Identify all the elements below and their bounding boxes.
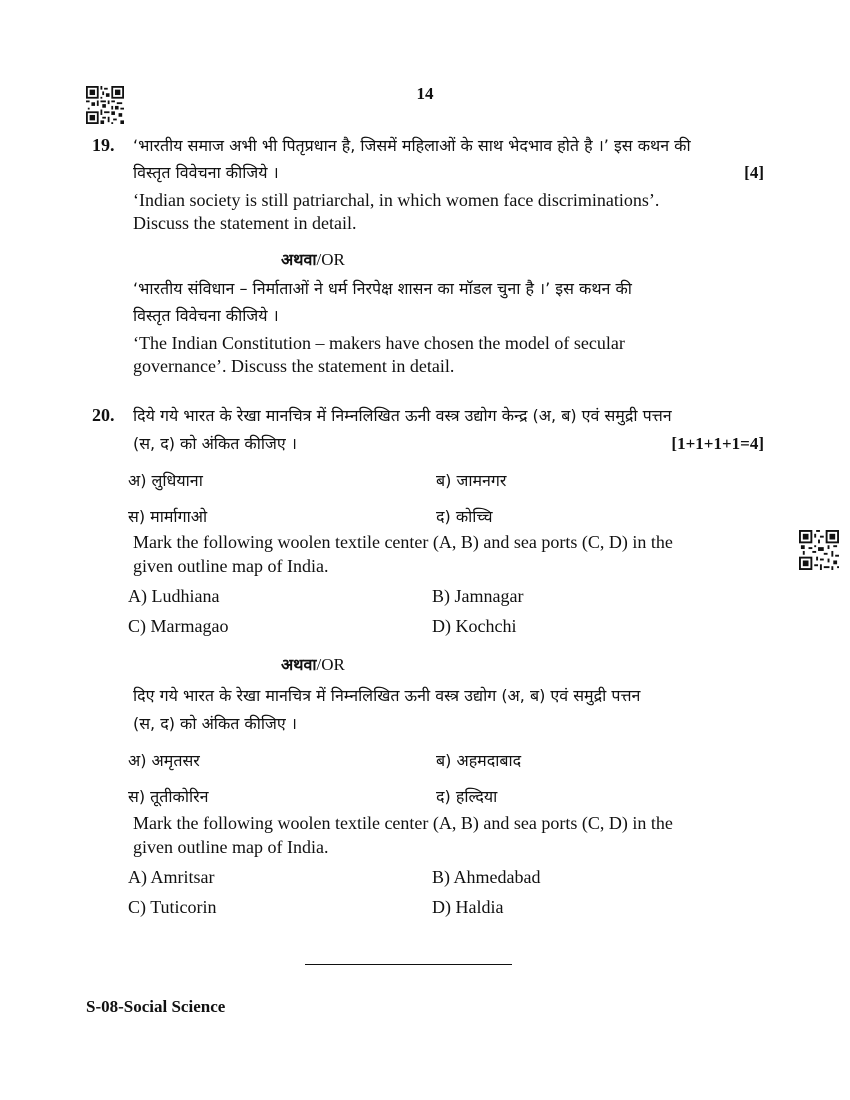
option-letter: D): [432, 897, 451, 917]
option-text: Jamnagar: [454, 586, 524, 606]
question-20-number: 20.: [92, 405, 115, 425]
or-hindi: अथवा: [281, 250, 317, 269]
q20-english-option-c: [128, 616, 228, 637]
q20-hindi-option-a: अ) लुधियाना: [128, 471, 203, 490]
q20-alt-hindi-option-a: अ) अमृतसर: [128, 751, 200, 770]
q20-marks: [1+1+1+1=4]: [671, 434, 764, 453]
q19-alt-hindi-line-2: विस्तृत विवेचना कीजिये ।: [133, 306, 279, 325]
option-letter: C): [128, 897, 146, 917]
q19-english-line-1: ‘Indian society is still patriarchal, in which women face discriminations’.: [133, 190, 660, 210]
option-letter: C): [128, 616, 146, 636]
option-letter: B): [432, 586, 450, 606]
q19-english-line-2: Discuss the statement in detail.: [133, 213, 357, 233]
q20-alt-hindi-line-1: दिए गये भारत के रेखा मानचित्र में निम्नलिखित ऊनी वस्त्र उद्योग (अ, ब) एवं समुद्री पत्तन: [133, 686, 641, 705]
q20-hindi-option-b: ब) जामनगर: [436, 471, 507, 490]
q20-english-line-1: Mark the following woolen textile center (A, B) and sea ports (C, D) in the: [133, 532, 673, 552]
q19-alt-hindi-line-1: ‘भारतीय संविधान – निर्माताओं ने धर्म निरपेक्ष शासन का मॉडल चुना है ।’ इस कथन की: [133, 279, 632, 298]
q19-marks: [4]: [744, 163, 764, 182]
option-text: Marmagao: [150, 616, 229, 636]
q20-alt-hindi-option-b: ब) अहमदाबाद: [436, 751, 522, 770]
q20-english-line-2: given outline map of India.: [133, 556, 329, 576]
q20-alt-english-option-a: [128, 867, 215, 888]
q19-hindi-line-1: ‘भारतीय समाज अभी भी पितृप्रधान है, जिसमें महिलाओं के साथ भेदभाव होते है ।’ इस कथन की: [133, 136, 691, 155]
q20-alt-hindi-option-c: स) तूतीकोरिन: [128, 787, 209, 806]
q20-alt-english-option-d: [432, 897, 503, 918]
q20-alt-hindi-line-2: (स, द) को अंकित कीजिए ।: [133, 714, 297, 733]
q20-or-separator: [281, 653, 345, 675]
end-divider: [305, 964, 512, 965]
q20-alt-english-option-c: [128, 897, 217, 918]
option-letter: D): [432, 616, 451, 636]
q20-english-option-a: [128, 586, 219, 607]
q20-alt-english-line-2: given outline map of India.: [133, 837, 329, 857]
q19-hindi-line-2: विस्तृत विवेचना कीजिये ।: [133, 163, 279, 182]
q20-hindi-option-d: द) कोच्चि: [436, 507, 493, 526]
q20-alt-english-line-1: Mark the following woolen textile center (A, B) and sea ports (C, D) in the: [133, 813, 673, 833]
q19-alt-english-line-1: ‘The Indian Constitution – makers have chosen the model of secular: [133, 333, 625, 353]
option-letter: B): [432, 867, 450, 887]
q19-or-separator: [281, 248, 345, 270]
option-text: Kochchi: [455, 616, 517, 636]
or-english: /OR: [316, 250, 345, 269]
q20-hindi-option-c: स) मार्मागाओ: [128, 507, 208, 526]
page-number: 14: [416, 84, 434, 103]
q20-english-option-d: [432, 616, 516, 637]
q20-hindi-line-1: दिये गये भारत के रेखा मानचित्र में निम्नलिखित ऊनी वस्त्र उद्योग केन्द्र (अ, ब) एवं समुद्री पत्तन: [133, 406, 672, 425]
or-hindi: अथवा: [281, 655, 317, 674]
option-letter: A): [128, 867, 147, 887]
q20-english-option-b: [432, 586, 523, 607]
option-letter: A): [128, 586, 147, 606]
q19-alt-english-line-2: governance’. Discuss the statement in detail.: [133, 356, 455, 376]
option-text: Ludhiana: [151, 586, 220, 606]
footer-paper-code: S-08-Social Science: [86, 997, 226, 1016]
option-text: Ahmedabad: [453, 867, 541, 887]
option-text: Haldia: [455, 897, 504, 917]
q20-alt-hindi-option-d: द) हल्दिया: [436, 787, 498, 806]
or-english: /OR: [316, 655, 345, 674]
question-19-number: 19.: [92, 135, 115, 155]
qr-code-icon: [799, 530, 839, 570]
option-text: Amritsar: [150, 867, 215, 887]
q20-alt-english-option-b: [432, 867, 540, 888]
option-text: Tuticorin: [150, 897, 217, 917]
q20-hindi-line-2: (स, द) को अंकित कीजिए ।: [133, 434, 297, 453]
